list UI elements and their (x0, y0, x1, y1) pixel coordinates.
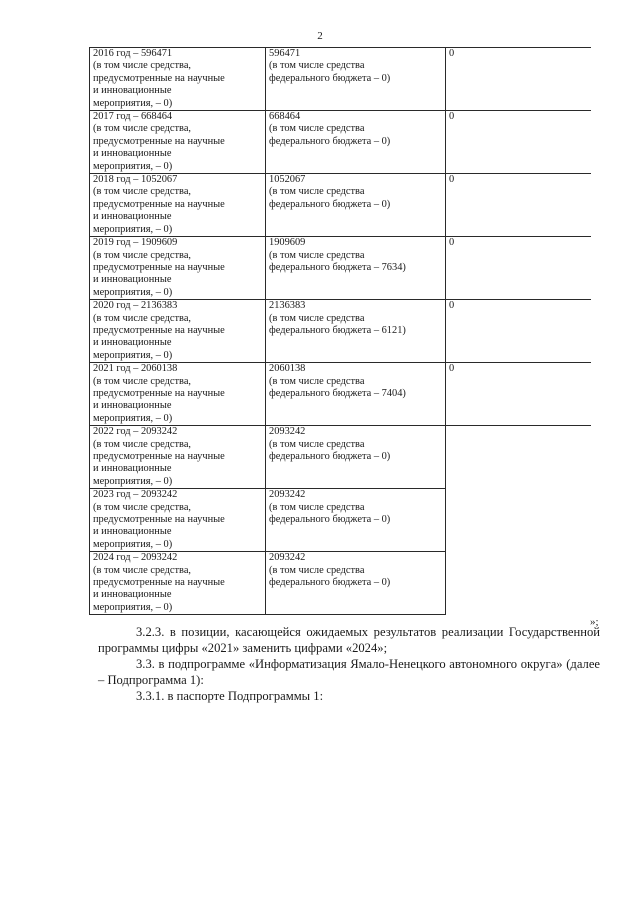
third-column-cell (446, 426, 592, 489)
federal-total-value: 2136383 (269, 300, 306, 312)
federal-note-line: федерального бюджета – 0) (269, 72, 391, 84)
table-row (90, 552, 592, 615)
third-column-cell (446, 48, 592, 111)
year-note-line: и инновационные (93, 85, 172, 97)
year-note-line: (в том числе средства, (93, 375, 192, 387)
year-note-line: мероприятия, – 0) (93, 538, 173, 550)
third-column-cell (446, 174, 592, 237)
year-note-line: предусмотренные на научные (93, 324, 225, 336)
year-note-line: мероприятия, – 0) (93, 97, 173, 109)
year-note-line: и инновационные (93, 274, 172, 286)
federal-total-value: 668464 (269, 111, 301, 123)
federal-note-line: федерального бюджета – 0) (269, 514, 391, 526)
year-note-line: предусмотренные на научные (93, 577, 225, 589)
federal-note-line: федерального бюджета – 6121) (269, 324, 406, 336)
year-note-line: (в том числе средства, (93, 312, 192, 324)
federal-note-line: (в том числе средства (269, 249, 365, 261)
paragraph-item-3-3-1: 3.3.1. в паспорте Подпрограммы 1: (136, 689, 324, 703)
federal-total-value: 596471 (269, 48, 301, 59)
year-note-line: (в том числе средства, (93, 438, 192, 450)
year-note-line: мероприятия, – 0) (93, 412, 173, 424)
federal-note-line: (в том числе средства (269, 564, 365, 576)
federal-note-line: (в том числе средства (269, 312, 365, 324)
third-column-value: 0 (449, 174, 455, 186)
year-total-line: 2023 год – 2093242 (93, 489, 178, 501)
year-note-line: мероприятия, – 0) (93, 349, 173, 361)
year-note-line: мероприятия, – 0) (93, 286, 173, 298)
federal-total-cell (266, 174, 446, 237)
federal-note-line: (в том числе средства (269, 375, 365, 387)
year-total-line: 2021 год – 2060138 (93, 363, 178, 375)
federal-total-value: 1909609 (269, 237, 306, 249)
year-note-line: предусмотренные на научные (93, 387, 225, 399)
federal-note-line: (в том числе средства (269, 186, 365, 198)
federal-note-line: федерального бюджета – 0) (269, 135, 391, 147)
third-column-value: 0 (449, 48, 455, 59)
year-note-line: предусмотренные на научные (93, 135, 225, 147)
table-row (90, 111, 592, 174)
year-total-line: 2022 год – 2093242 (93, 426, 178, 438)
federal-note-line: федерального бюджета – 0) (269, 451, 391, 462)
year-note-line: и инновационные (93, 148, 172, 160)
federal-note-line: федерального бюджета – 7404) (269, 387, 406, 399)
table-row (90, 363, 592, 426)
year-note-line: мероприятия, – 0) (93, 223, 173, 235)
federal-note-line: (в том числе средства (269, 123, 365, 135)
page-number: 2 (317, 30, 323, 42)
third-column-value: 0 (449, 363, 455, 375)
year-total-cell (90, 48, 266, 111)
federal-total-cell (266, 489, 446, 552)
paragraph-item-3-3: 3.3. в подпрограмме «Информатизация Ямало-Ненецкого автономного округа» (далее – Подпрограмма 1): (98, 657, 600, 687)
federal-total-cell (266, 48, 446, 111)
year-note-line: (в том числе средства, (93, 564, 192, 576)
year-note-line: и инновационные (93, 400, 172, 412)
federal-note-line: федерального бюджета – 7634) (269, 261, 406, 273)
year-total-cell (90, 552, 266, 615)
federal-total-value: 2093242 (269, 426, 306, 438)
year-total-cell (90, 300, 266, 363)
funding-table-body (90, 48, 592, 615)
third-column-cell (446, 489, 592, 552)
federal-total-cell (266, 552, 446, 615)
federal-total-value: 2093242 (269, 552, 306, 564)
year-total-cell (90, 426, 266, 489)
year-note-line: мероприятия, – 0) (93, 475, 173, 487)
third-column-cell (446, 111, 592, 174)
year-note-line: (в том числе средства, (93, 60, 192, 72)
year-note-line: (в том числе средства, (93, 186, 192, 198)
third-column-value: 0 (449, 111, 455, 123)
federal-total-cell (266, 237, 446, 300)
table-row (90, 48, 592, 111)
year-note-line: и инновационные (93, 337, 172, 349)
federal-note-line: (в том числе средства (269, 60, 365, 72)
year-total-cell (90, 363, 266, 426)
federal-note-line: федерального бюджета – 0) (269, 198, 391, 210)
year-note-line: предусмотренные на научные (93, 261, 225, 273)
third-column-cell (446, 237, 592, 300)
third-column-cell (446, 552, 592, 615)
third-column-cell (446, 300, 592, 363)
year-total-cell (90, 489, 266, 552)
year-total-cell (90, 174, 266, 237)
year-total-line: 2019 год – 1909609 (93, 237, 178, 249)
funding-table (89, 47, 591, 615)
federal-total-value: 1052067 (269, 174, 306, 186)
federal-note-line: (в том числе средства (269, 438, 365, 450)
federal-total-cell (266, 300, 446, 363)
table-row (90, 489, 592, 552)
federal-total-value: 2093242 (269, 489, 306, 501)
table-row (90, 300, 592, 363)
table-row (90, 426, 592, 489)
year-total-line: 2024 год – 2093242 (93, 552, 178, 564)
year-total-line: 2016 год – 596471 (93, 48, 173, 59)
year-total-line: 2018 год – 1052067 (93, 174, 178, 186)
closing-quote-mark: »; (590, 616, 599, 628)
federal-total-cell (266, 426, 446, 489)
table-row (90, 174, 592, 237)
federal-total-value: 2060138 (269, 363, 306, 375)
federal-total-cell (266, 363, 446, 426)
year-total-cell (90, 237, 266, 300)
year-total-line: 2017 год – 668464 (93, 111, 173, 123)
third-column-value: 0 (449, 300, 455, 312)
federal-note-line: (в том числе средства (269, 501, 365, 513)
year-note-line: мероприятия, – 0) (93, 160, 173, 172)
paragraph-item-3-2-3: 3.2.3. в позиции, касающейся ожидаемых результатов реализации Государственной программы цифры «2021» заменить цифрами «2024»; (98, 625, 600, 655)
year-note-line: (в том числе средства, (93, 501, 192, 513)
table-row (90, 237, 592, 300)
year-total-line: 2020 год – 2136383 (93, 300, 178, 312)
year-note-line: и инновационные (93, 463, 172, 475)
third-column-value: 0 (449, 237, 455, 249)
year-note-line: и инновационные (93, 211, 172, 223)
year-note-line: предусмотренные на научные (93, 198, 225, 210)
third-column-cell (446, 363, 592, 426)
year-note-line: и инновационные (93, 526, 172, 538)
year-total-cell (90, 111, 266, 174)
year-note-line: мероприятия, – 0) (93, 601, 173, 613)
year-note-line: (в том числе средства, (93, 249, 192, 261)
year-note-line: предусмотренные на научные (93, 514, 225, 526)
federal-note-line: федерального бюджета – 0) (269, 577, 391, 589)
year-note-line: и инновационные (93, 589, 172, 601)
year-note-line: предусмотренные на научные (93, 451, 225, 462)
federal-total-cell (266, 111, 446, 174)
year-note-line: (в том числе средства, (93, 123, 192, 135)
year-note-line: предусмотренные на научные (93, 72, 225, 84)
